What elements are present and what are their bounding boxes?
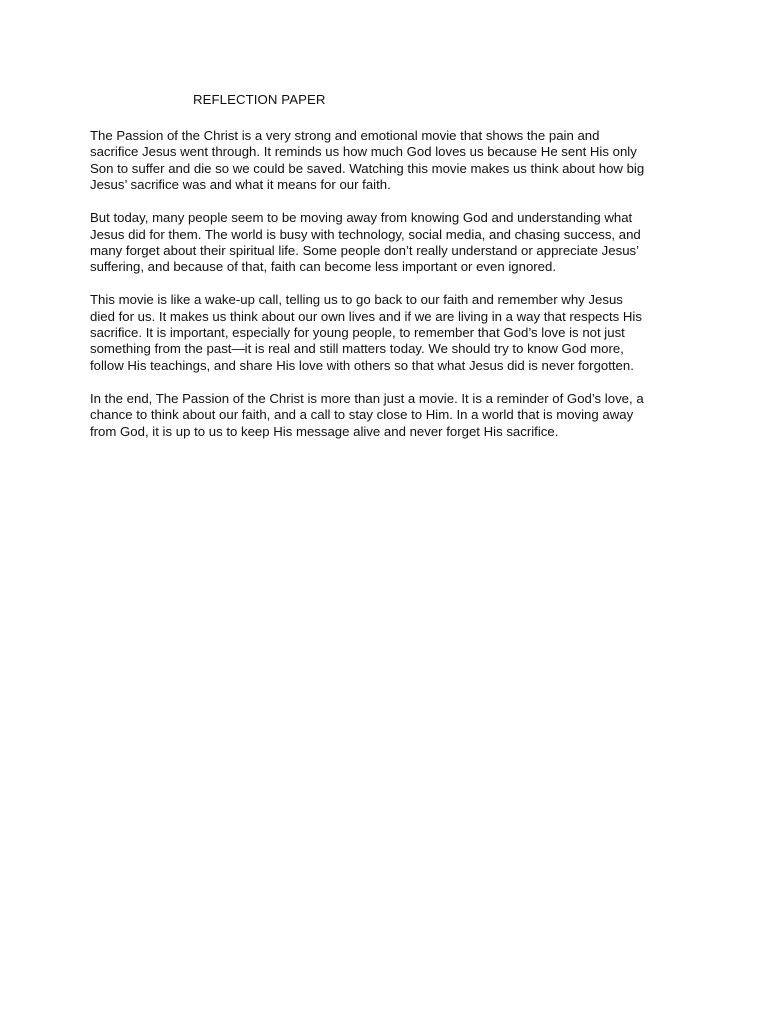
text-line: follow His teachings, and share His love with others so that what Jesus did is never forgotten. [90,357,634,373]
paragraph-3 [90,292,680,374]
text-line: chance to think about our faith, and a call to stay close to Him. In a world that is moving away [90,407,634,423]
text-line: This movie is like a wake-up call, telling us to go back to our faith and remember why Jesus [90,292,623,308]
paragraph-4 [90,391,680,440]
text-line: suffering, and because of that, faith can become less important or even ignored. [90,259,556,275]
paragraph-1 [90,128,680,194]
text-line: something from the past—it is real and still matters today. We should try to know God more, [90,341,624,357]
document-title: REFLECTION PAPER [193,92,326,107]
paragraph-2 [90,210,680,276]
text-line: The Passion of the Christ is a very strong and emotional movie that shows the pain and [90,128,600,143]
text-line: sacrifice. It is important, especially for young people, to remember that God’s love is not just [90,325,625,341]
text-line: Jesus’ sacrifice was and what it means for our faith. [90,177,391,193]
document-body [90,128,680,457]
text-line: But today, many people seem to be moving away from knowing God and understanding what [90,210,633,226]
text-line: Jesus did for them. The world is busy with technology, social media, and chasing success, and [90,226,641,242]
text-line: In the end, The Passion of the Christ is more than just a movie. It is a reminder of God’s love, a [90,390,644,406]
text-line: many forget about their spiritual life. Some people don’t really understand or appreciate Jesus’ [90,242,640,258]
text-line: died for us. It makes us think about our own lives and if we are living in a way that respects His [90,308,642,324]
text-line: sacrifice Jesus went through. It reminds us how much God loves us because He sent His only [90,144,637,160]
text-line: Son to suffer and die so we could be saved. Watching this movie makes us think about how big [90,160,645,176]
text-line: from God, it is up to us to keep His message alive and never forget His sacrifice. [90,423,559,439]
